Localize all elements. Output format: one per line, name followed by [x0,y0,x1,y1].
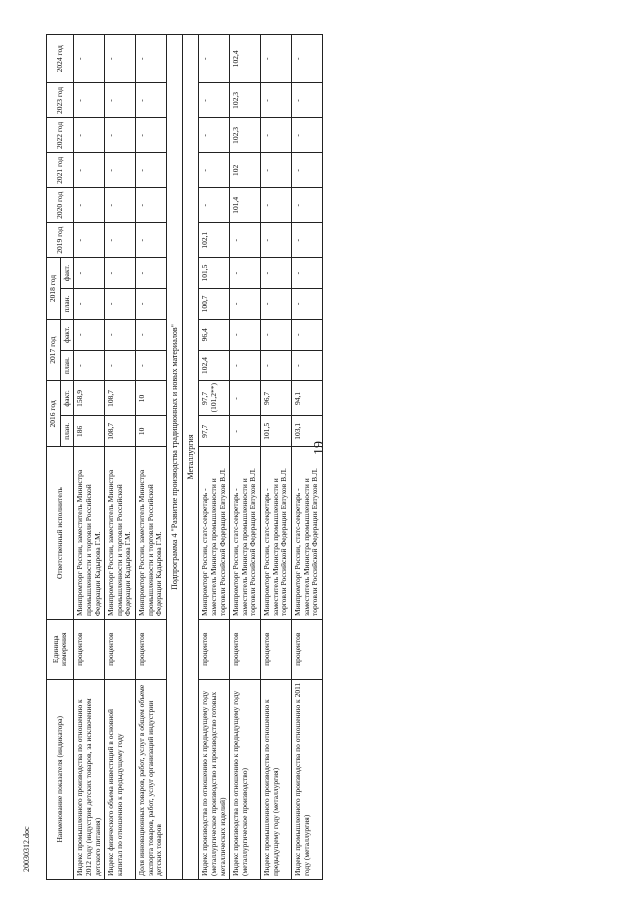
cell-responsible: Минпромторг России, статс-секретарь - заместитель Министра промышленности и торговли Российской Федерации Евтухов В.Л. [291,447,322,620]
cell-p2016: 101,5 [261,416,292,447]
cell-responsible: Минпромторг России, заместитель Министра промышленности и торговли Российской Федерации Кадырова Г.М. [74,447,105,620]
cell-responsible: Минпромторг России, статс-секретарь - заместитель Министра промышленности и торговли Российской Федерации Евтухов В.Л. [230,447,261,620]
cell-y2020: - [136,188,167,223]
cell-f2016: 158,9 [74,381,105,416]
cell-unit: процентов [136,619,167,679]
table-row [74,35,105,880]
header-2016: 2016 год [47,381,61,447]
cell-f2017: 96,4 [199,319,230,350]
cell-name: Индекс физического объема инвестиций в основной капитал по отношению к предыдущему году [105,679,136,879]
header-fact: факт. [60,319,74,350]
cell-f2018: - [261,258,292,289]
cell-f2018: - [291,258,322,289]
cell-y2022: - [199,118,230,153]
subprogram-title: Подпрограмма 4 "Развитие производства традиционных и новых материалов" [166,35,182,880]
cell-p2016: 103,1 [291,416,322,447]
table-row [199,35,230,880]
cell-f2017: - [291,319,322,350]
cell-y2020: - [105,188,136,223]
cell-unit: процентов [74,619,105,679]
header-responsible: Ответственный исполнитель [47,447,74,620]
cell-p2017: 102,4 [199,350,230,381]
cell-y2022: - [261,118,292,153]
header-plan: план. [60,350,74,381]
table-row [261,35,292,880]
cell-y2019: 102,1 [199,223,230,258]
cell-f2017: - [136,319,167,350]
cell-p2017: - [105,350,136,381]
rotated-table-area [46,34,606,880]
cell-p2016: 97,7 [199,416,230,447]
cell-unit: процентов [199,619,230,679]
header-plan: план. [60,289,74,320]
table-body-bottom [199,35,323,880]
cell-f2016: 108,7 [105,381,136,416]
cell-p2018: - [291,289,322,320]
cell-unit: процентов [105,619,136,679]
cell-unit: процентов [291,619,322,679]
cell-f2018: - [136,258,167,289]
cell-f2018: - [105,258,136,289]
header-2022: 2022 год [47,118,74,153]
cell-y2024: - [199,35,230,83]
cell-y2022: - [74,118,105,153]
cell-p2018: - [230,289,261,320]
header-name: Наименование показателя (индикатора) [47,679,74,879]
cell-y2022: - [105,118,136,153]
cell-y2020: - [261,188,292,223]
cell-name: Индекс производства по отношению к предыдущему году (металлургическое производство) [230,679,261,879]
header-2021: 2021 год [47,153,74,188]
doc-filename: 20030312.doc [22,826,31,872]
cell-y2020: - [291,188,322,223]
cell-p2016: 108,7 [105,416,136,447]
cell-f2016: 97,7 (101,2**) [199,381,230,416]
cell-responsible: Минпромторг России, статс-секретарь - заместитель Министра промышленности и торговли Российской Федерации Евтухов В.Л. [199,447,230,620]
cell-p2018: 100,7 [199,289,230,320]
cell-y2019: - [136,223,167,258]
cell-y2021: 102 [230,153,261,188]
cell-y2023: - [199,83,230,118]
cell-y2023: - [136,83,167,118]
cell-y2021: - [291,153,322,188]
cell-p2018: - [105,289,136,320]
table-row [105,35,136,880]
cell-y2021: - [136,153,167,188]
cell-p2017: - [261,350,292,381]
cell-y2024: - [291,35,322,83]
cell-y2024: - [74,35,105,83]
cell-y2023: - [74,83,105,118]
section-title: Металлургия [183,35,199,880]
cell-p2017: - [291,350,322,381]
cell-y2021: - [105,153,136,188]
cell-f2018: 101,5 [199,258,230,289]
indicators-table [46,34,323,880]
cell-p2016: 186 [74,416,105,447]
subprogram-block [166,35,198,880]
cell-name: Индекс промышленного производства по отношению к 2012 году (индустрия детских товаров, за исключением детского питания) [74,679,105,879]
cell-f2018: - [74,258,105,289]
cell-unit: процентов [230,619,261,679]
cell-p2018: - [74,289,105,320]
cell-f2017: - [105,319,136,350]
cell-name: Индекс промышленного производства по отношению к 2011 году (металлургия) [291,679,322,879]
cell-unit: процентов [261,619,292,679]
cell-y2023: 102,3 [230,83,261,118]
cell-y2021: - [199,153,230,188]
cell-f2016: 10 [136,381,167,416]
cell-y2020: - [74,188,105,223]
cell-p2016: - [230,416,261,447]
cell-f2018: - [230,258,261,289]
cell-f2016: - [230,381,261,416]
cell-p2017: - [230,350,261,381]
header-fact: факт. [60,381,74,416]
cell-p2018: - [136,289,167,320]
cell-y2019: - [291,223,322,258]
cell-f2017: - [74,319,105,350]
cell-y2023: - [291,83,322,118]
cell-p2017: - [136,350,167,381]
cell-p2018: - [261,289,292,320]
page-number: 19 [312,441,327,455]
cell-y2020: - [199,188,230,223]
header-2017: 2017 год [47,319,61,381]
cell-y2023: - [261,83,292,118]
cell-y2024: - [136,35,167,83]
cell-y2023: - [105,83,136,118]
cell-y2019: - [74,223,105,258]
cell-name: Индекс производства по отношению к предыдущему году (металлургическое производство и производство готовых металлических изделий) [199,679,230,879]
header-2019: 2019 год [47,223,74,258]
cell-y2022: - [291,118,322,153]
cell-responsible: Минпромторг России, статс-секретарь - заместитель Министра промышленности и торговли Российской Федерации Евтухов В.Л. [261,447,292,620]
cell-y2019: - [261,223,292,258]
header-2020: 2020 год [47,188,74,223]
cell-y2022: - [136,118,167,153]
header-plan: план. [60,416,74,447]
header-unit: Единица измерения [47,619,74,679]
cell-y2021: - [261,153,292,188]
cell-responsible: Минпромторг России, заместитель Министра промышленности и торговли Российской Федерации Кадырова Г.М. [136,447,167,620]
cell-y2019: - [230,223,261,258]
cell-y2020: 101,4 [230,188,261,223]
table-row [136,35,167,880]
header-2018: 2018 год [47,258,61,320]
header-fact: факт. [60,258,74,289]
cell-name: Доля инновационных товаров, работ, услуг в общем объеме экспорта товаров, работ, услуг организаций индустрии детских товаров [136,679,167,879]
cell-y2024: - [105,35,136,83]
cell-f2017: - [261,319,292,350]
cell-y2021: - [74,153,105,188]
cell-f2016: 94,1 [291,381,322,416]
cell-y2019: - [105,223,136,258]
header-2024: 2024 год [47,35,74,83]
cell-p2017: - [74,350,105,381]
cell-responsible: Минпромторг России, заместитель Министра промышленности и торговли Российской Федерации Кадырова Г.М. [105,447,136,620]
cell-y2024: - [261,35,292,83]
cell-f2017: - [230,319,261,350]
header-2023: 2023 год [47,83,74,118]
cell-f2016: 96,7 [261,381,292,416]
cell-y2024: 102,4 [230,35,261,83]
cell-y2022: 102,3 [230,118,261,153]
table-row [230,35,261,880]
cell-name: Индекс промышленного производства по отношению к предыдущему году (металлургия) [261,679,292,879]
table-body-top [74,35,167,880]
cell-p2016: 10 [136,416,167,447]
table-row [291,35,322,880]
